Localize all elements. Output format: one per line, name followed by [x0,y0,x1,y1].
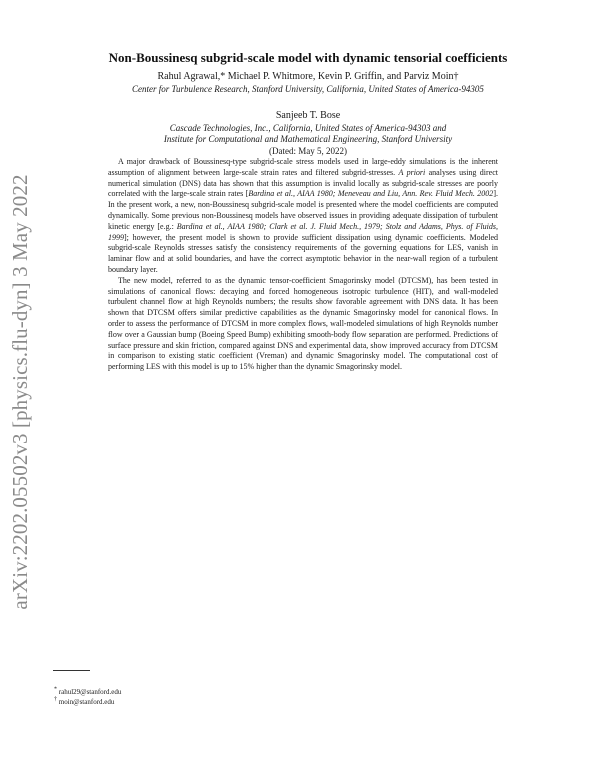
affiliation-secondary-line-2: Institute for Computational and Mathematical Engineering, Stanford University [163,134,453,144]
affiliation-primary: Center for Turbulence Research, Stanford University, California, United States of America-94305 [132,84,484,94]
affiliation-secondary [88,123,528,145]
footnotes [54,687,354,707]
date-line: (Dated: May 5, 2022) [269,146,347,156]
abstract [108,157,498,373]
abstract-paragraph-2: The new model, referred to as the dynamic tensor-coefficient Smagorinsky model (DTCSM), has been tested in simulations of canonical flows: decaying and forced homogeneous isotropic turbulence (HIT), and wall-modeled turbulent channel flow at high Reynolds numbers; the results show favorable agreement with DNS data. It has been shown that DTCSM offers similar predictive capabilities as the dynamic Smagorinsky model for canonical flows. In order to assess the performance of DTCSM in more complex flows, wall-modeled simulations of high Reynolds number flow over a Gaussian bump (Boeing Speed Bump) exhibiting smooth-body flow separation are performed. Predictions of surface pressure and skin friction, compared against DNS and experimental data, show improved accuracy from DTCSM in comparison to existing static coefficient (Vreman) and dynamic Smagorinsky model. The computational cost of performing LES with this model is up to 15% higher than the dynamic Smagorinsky model. [108,275,498,372]
paper-title: Non-Boussinesq subgrid-scale model with dynamic tensorial coefficients [108,50,508,65]
footnote-divider [53,670,90,671]
footnote-email-2: moin@stanford.edu [58,698,115,706]
affiliation-secondary-line-1: Cascade Technologies, Inc., California, United States of America-94303 and [169,123,447,133]
footnote-2: † moin@stanford.edu [54,696,115,706]
author-second-block: Sanjeeb T. Bose [275,110,341,121]
abstract-paragraph-1: A major drawback of Boussinesq-type subgrid-scale stress models used in large-eddy simulations is the inherent assumption of alignment between large-scale strain rates and filtered subgrid-stresses. A priori analyses using direct numerical simulation (DNS) data has shown that this assumption is invalid locally as subgrid-scale stresses are poorly correlated with the large-scale strain rates [Bardina et al., AIAA 1980; Meneveau and Liu, Ann. Rev. Fluid Mech. 2002]. In the present work, a new, non-Boussinesq subgrid-scale model is presented where the model coefficients are computed dynamically. Some previous non-Boussinesq models have observed issues in providing adequate dissipation of turbulent kinetic energy [e.g.: Bardina et al., AIAA 1980; Clark et al. J. Fluid Mech., 1979; Stolz and Adams, Phys. of Fluids, 1999]; however, the present model is shown to provide sufficient dissipation using dynamic coefficients. Modeled subgrid-scale Reynolds stresses satisfy the consistency requirements of the governing equations for LES, vanish in laminar flow and at solid boundaries, and have the correct asymptotic behavior in the near-wall region of a turbulent boundary layer. [108,157,499,274]
author-list: Rahul Agrawal,* Michael P. Whitmore, Kevin P. Griffin, and Parviz Moin† [157,71,459,82]
footnote-1: * rahul29@stanford.edu [54,686,122,696]
footnote-email-1: rahul29@stanford.edu [58,688,122,696]
arxiv-identifier: arXiv:2202.05502v3 [physics.flu-dyn] 3 May 2022 [8,174,32,610]
